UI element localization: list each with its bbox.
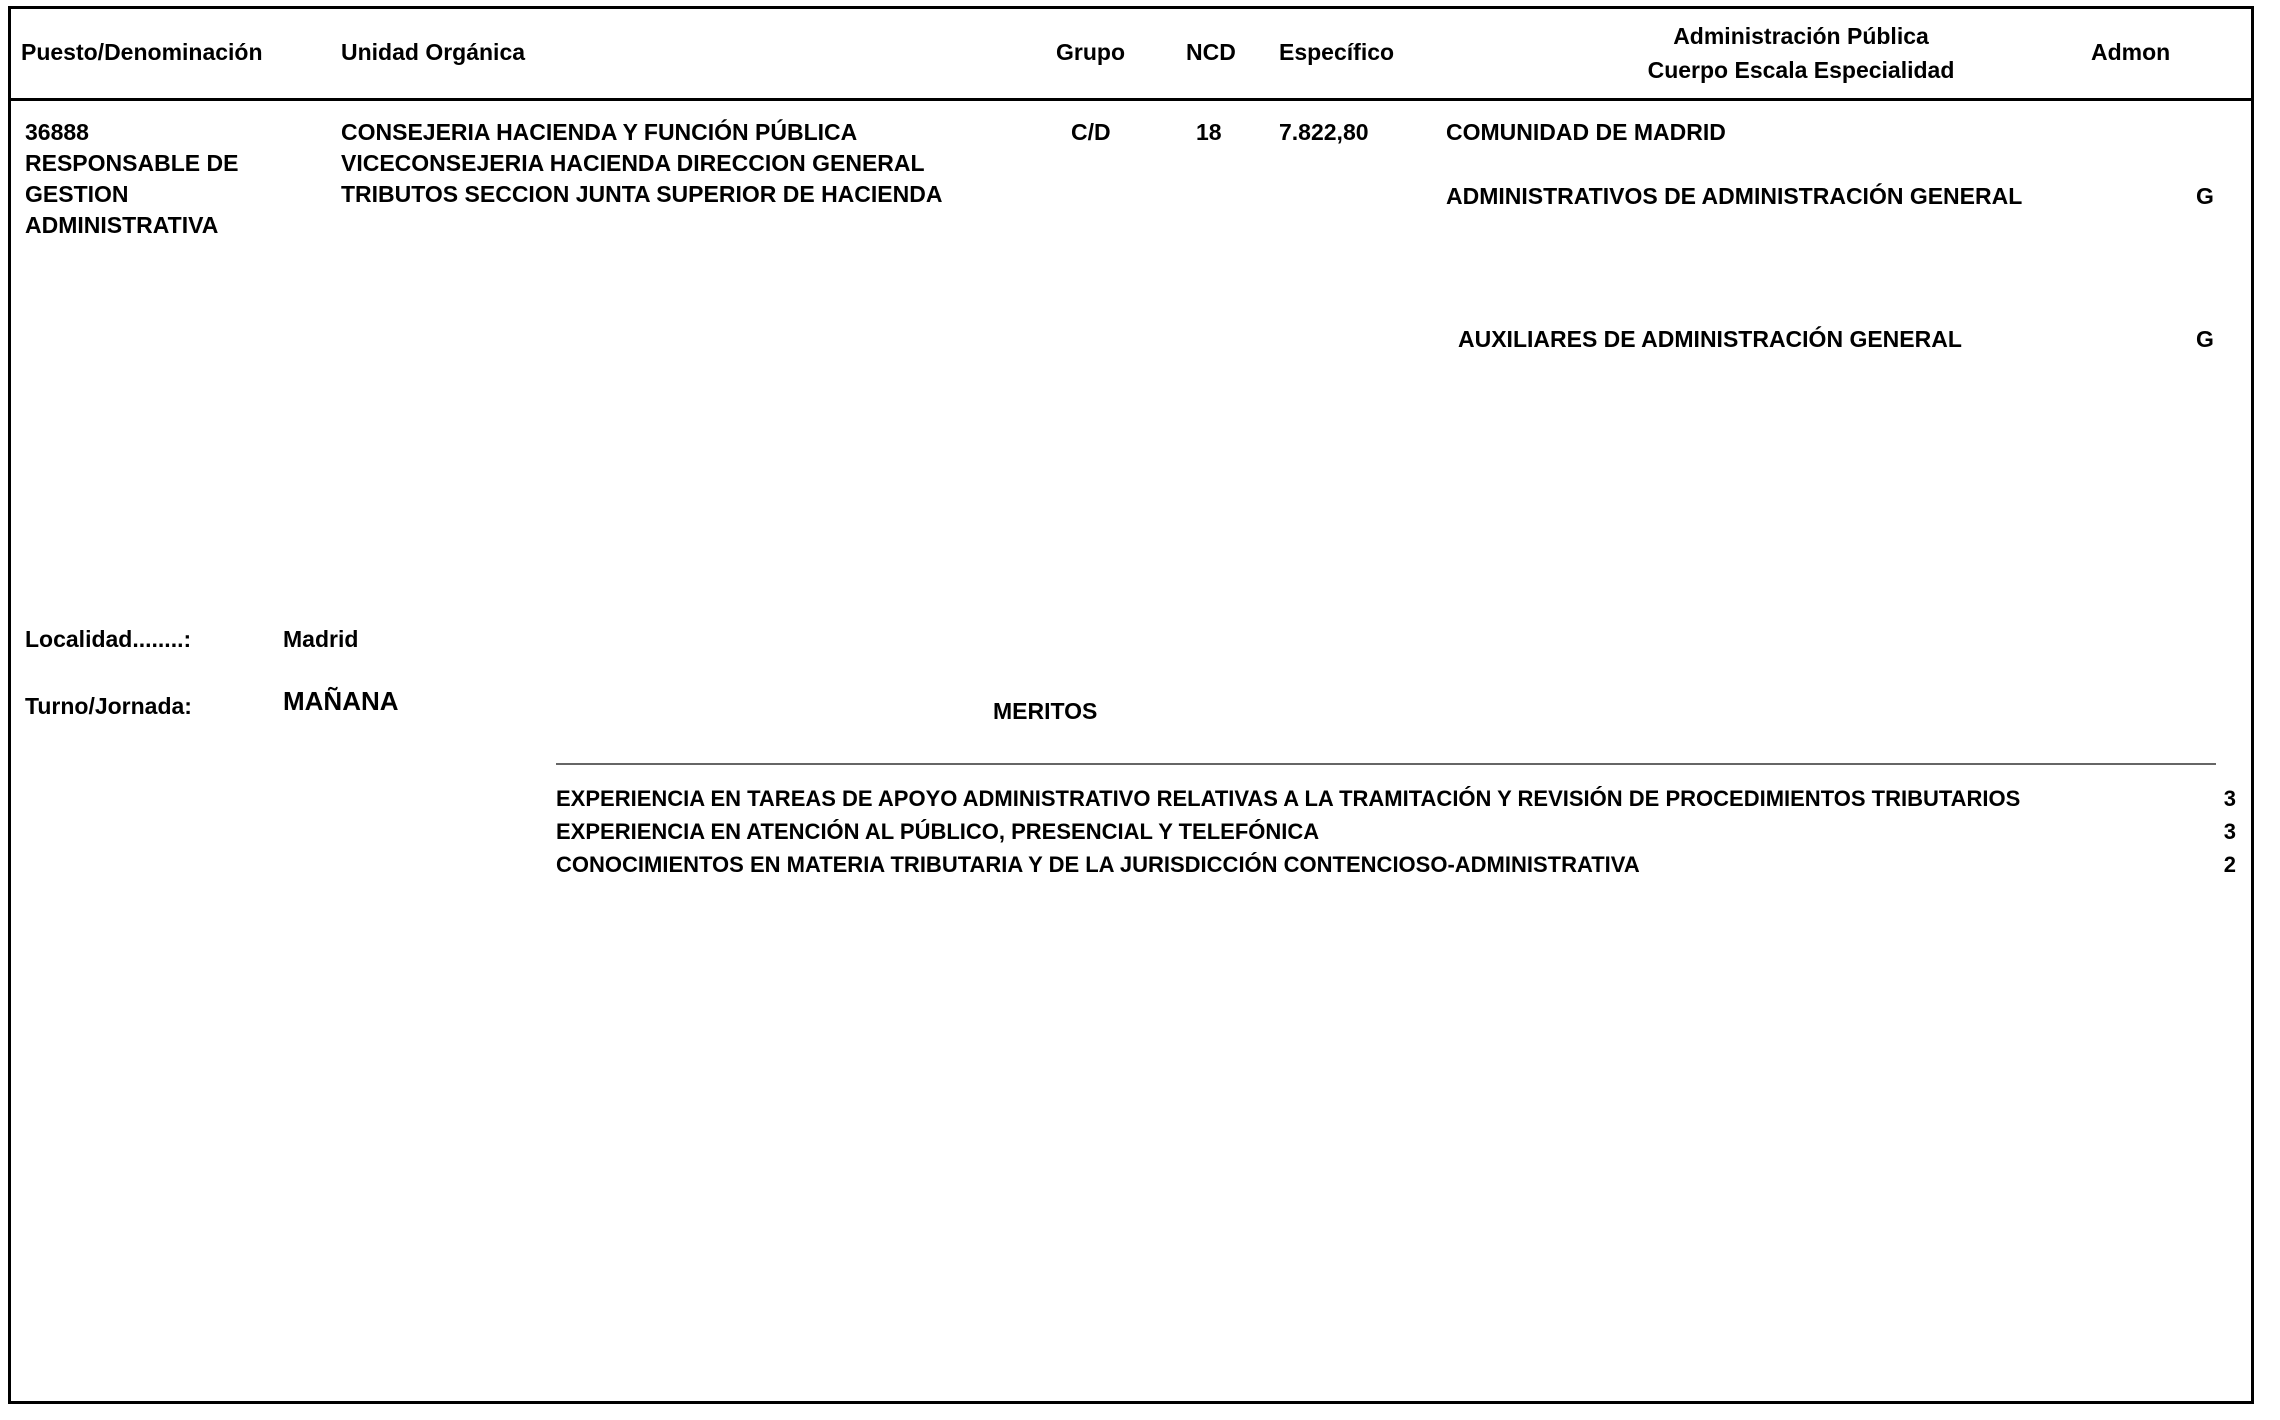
cuerpo-escala-1: ADMINISTRATIVOS DE ADMINISTRACIÓN GENERAL <box>1446 183 2023 209</box>
cuerpo-escala-2: AUXILIARES DE ADMINISTRACIÓN GENERAL <box>1458 326 1962 352</box>
column-header-admon: Admon <box>2091 39 2171 65</box>
grupo-value: C/D <box>1071 119 1111 145</box>
merito-item <box>556 816 2236 847</box>
meritos-list <box>556 783 2236 882</box>
merito-score: 2 <box>2223 852 2236 877</box>
merito-text: EXPERIENCIA EN TAREAS DE APOYO ADMINISTRATIVO RELATIVAS A LA TRAMITACIÓN Y REVISIÓN DE PROCEDIMIENTOS TRIBUTARIOS <box>556 786 2021 811</box>
puesto-codigo: 36888 <box>25 119 89 145</box>
merito-item <box>556 783 2236 814</box>
column-header-grupo: Grupo <box>1056 39 1125 65</box>
column-header-puesto: Puesto/Denominación <box>21 39 263 65</box>
column-header-ncd: NCD <box>1186 39 1236 65</box>
ncd-value: 18 <box>1196 119 1222 145</box>
column-header-administracion-publica: Administración Pública <box>1673 23 1929 49</box>
turno-jornada-label: Turno/Jornada: <box>25 693 192 719</box>
merito-text: CONOCIMIENTOS EN MATERIA TRIBUTARIA Y DE LA JURISDICCIÓN CONTENCIOSO-ADMINISTRATIVA <box>556 852 1640 877</box>
table-body <box>11 101 2251 1401</box>
merito-score: 3 <box>2223 786 2236 811</box>
job-listing-table <box>8 6 2254 1404</box>
column-header-cuerpo-escala-especialidad: Cuerpo Escala Especialidad <box>1647 57 1955 83</box>
admon-value-2: G <box>2196 326 2214 352</box>
puesto-denominacion: RESPONSABLE DE GESTION ADMINISTRATIVA <box>25 150 239 238</box>
localidad-value: Madrid <box>283 626 359 652</box>
merito-text: EXPERIENCIA EN ATENCIÓN AL PÚBLICO, PRESENCIAL Y TELEFÓNICA <box>556 819 1320 844</box>
administracion-publica-value: COMUNIDAD DE MADRID <box>1446 119 1726 145</box>
meritos-divider <box>556 763 2216 765</box>
localidad-label: Localidad........: <box>25 626 192 652</box>
admon-value-1: G <box>2196 183 2214 209</box>
merito-score: 3 <box>2223 819 2236 844</box>
meritos-title: MERITOS <box>993 698 1098 724</box>
column-header-especifico: Específico <box>1279 39 1395 65</box>
unidad-organica: CONSEJERIA HACIENDA Y FUNCIÓN PÚBLICA VICECONSEJERIA HACIENDA DIRECCION GENERAL TRIBUTOS SECCION JUNTA SUPERIOR DE HACIENDA <box>341 119 943 207</box>
merito-item <box>556 849 2236 880</box>
especifico-value: 7.822,80 <box>1279 119 1369 145</box>
table-header-row <box>11 9 2251 101</box>
column-header-unidad: Unidad Orgánica <box>341 39 526 65</box>
turno-jornada-value: MAÑANA <box>283 686 399 716</box>
